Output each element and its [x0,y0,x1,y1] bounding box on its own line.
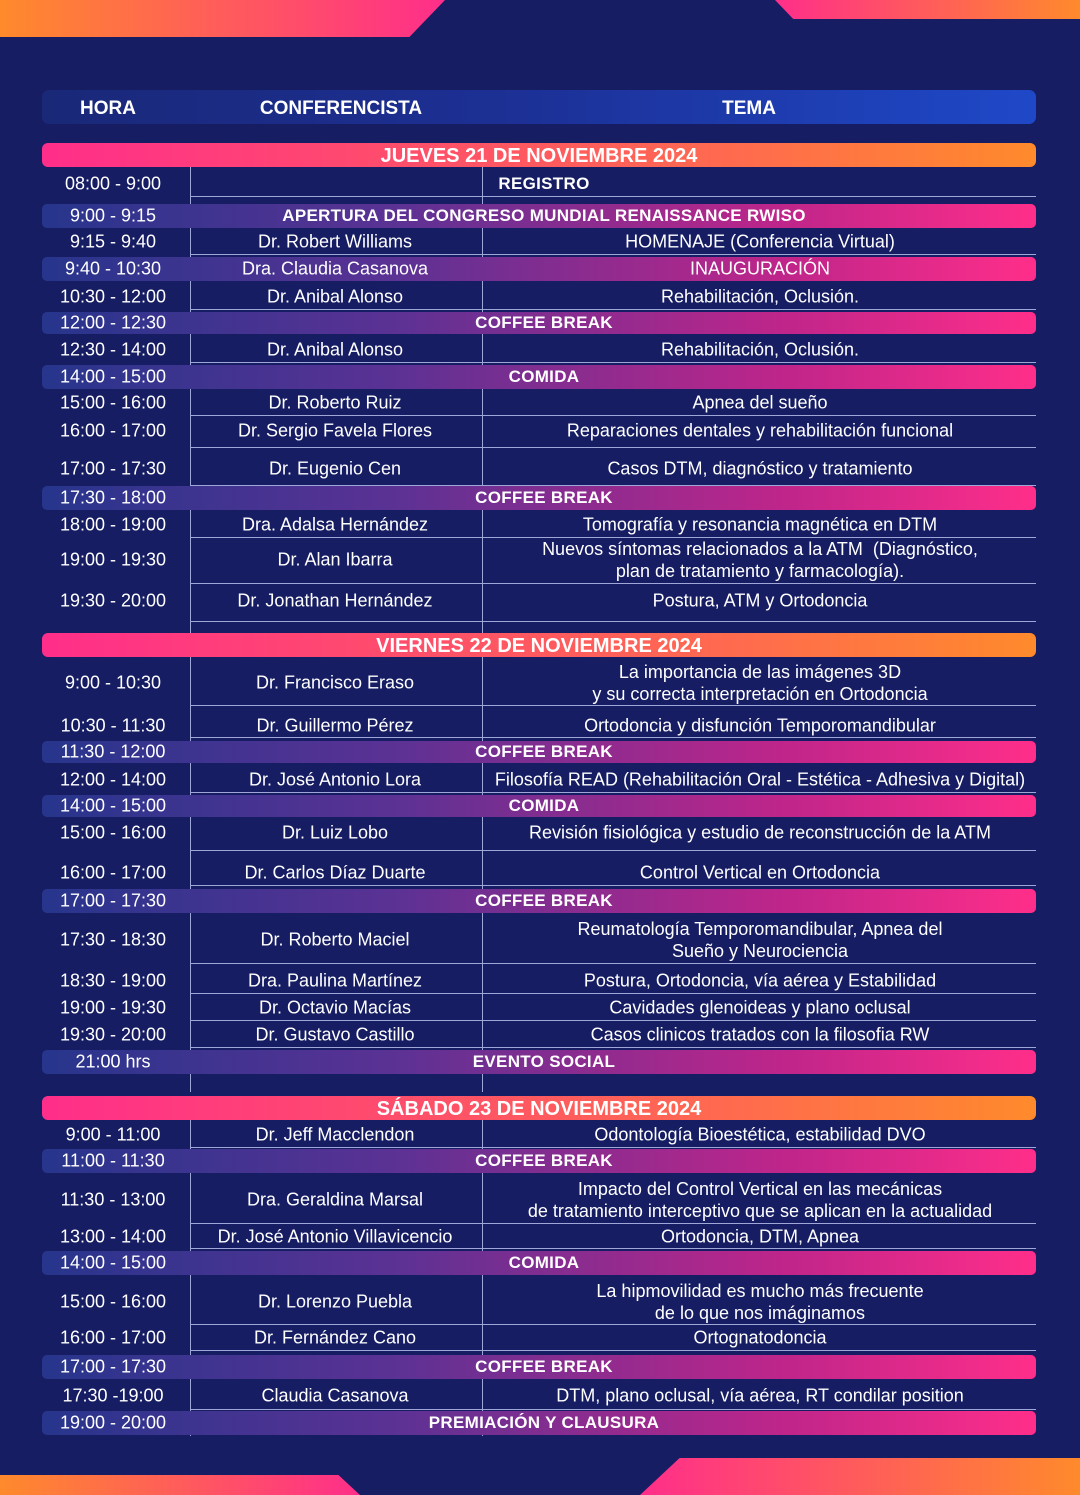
time-cell: 08:00 - 9:00 [64,173,162,194]
time-cell: 19:30 - 20:00 [59,1024,167,1045]
speaker-cell: Dr. Jeff Macclendon [255,1124,415,1145]
topic-cell: INAUGURACIÓN [689,258,831,279]
session-label: COFFEE BREAK [475,891,613,910]
bottom-left-accent [0,1475,360,1495]
speaker-cell: Dr. Guillermo Pérez [256,715,414,736]
time-cell: 17:00 - 17:30 [59,1356,167,1377]
time-cell: 13:00 - 14:00 [59,1226,167,1247]
time-cell: 12:00 - 14:00 [59,769,167,790]
topic-cell: Apnea del sueño [692,392,828,413]
time-cell: 17:30 -19:00 [62,1385,164,1406]
time-cell: 15:00 - 16:00 [59,822,167,843]
row-divider [190,963,1036,964]
time-cell: 11:30 - 13:00 [60,1189,166,1210]
session-label: COFFEE BREAK [475,313,613,332]
time-cell: 9:00 - 11:00 [65,1124,161,1145]
speaker-cell: Dr. José Antonio Lora [248,769,422,790]
speaker-cell: Dra. Paulina Martínez [247,970,423,991]
row-divider [190,993,1036,994]
session-label: APERTURA DEL CONGRESO MUNDIAL RENAISSANCE RWISO [282,206,806,225]
time-cell: 14:00 - 15:00 [59,795,167,816]
topic-cell: La importancia de las imágenes 3D y su correcta interpretación en Ortodoncia [592,662,928,704]
topic-cell: Reparaciones dentales y rehabilitación funcional [566,420,954,441]
session-label: COMIDA [508,367,580,386]
day-heading: VIERNES 22 DE NOVIEMBRE 2024 [42,633,1036,657]
topic-cell: Control Vertical en Ortodoncia [639,862,881,883]
speaker-cell: Dra. Claudia Casanova [241,258,429,279]
speaker-cell: Dr. Lorenzo Puebla [257,1291,413,1312]
speaker-cell: Dr. Gustavo Castillo [255,1024,415,1045]
time-cell: 19:00 - 19:30 [59,549,167,570]
row-divider [190,792,1036,793]
time-cell: 9:15 - 9:40 [69,231,157,252]
topic-cell: Revisión fisiológica y estudio de reconstrucción de la ATM [529,822,991,843]
time-cell: 12:30 - 14:00 [59,339,167,360]
time-cell: 18:00 - 19:00 [59,514,167,535]
header-tema: TEMA [722,98,776,119]
row-divider [190,583,1036,584]
speaker-cell: Dra. Adalsa Hernández [241,514,429,535]
topic-cell: Impacto del Control Vertical en las mecánicas de tratamiento interceptivo que se aplican en la actualidad [527,1179,993,1221]
topic-cell: Postura, Ortodoncia, vía aérea y Estabilidad [583,970,937,991]
time-cell: 11:00 - 11:30 [61,1150,165,1171]
row-divider [190,254,1036,255]
time-cell: 12:00 - 12:30 [59,312,167,333]
topic-cell: Postura, ATM y Ortodoncia [652,590,868,611]
header-hora: HORA [80,98,136,119]
speaker-cell: Dr. José Antonio Villavicencio [217,1226,453,1247]
row-divider [190,850,1036,851]
day-heading: JUEVES 21 DE NOVIEMBRE 2024 [42,143,1036,167]
speaker-cell: Dr. Anibal Alonso [266,286,404,307]
time-cell: 14:00 - 15:00 [59,1252,167,1273]
row-divider [190,196,1036,197]
row-divider [190,621,1036,622]
topic-cell: Odontología Bioestética, estabilidad DVO [594,1124,926,1145]
session-label: COFFEE BREAK [475,742,613,761]
time-cell: 14:00 - 15:00 [59,366,167,387]
topic-cell: Casos DTM, diagnóstico y tratamiento [607,458,913,479]
topic-cell: Cavidades glenoideas y plano oclusal [609,997,911,1018]
session-label: EVENTO SOCIAL [472,1052,616,1071]
topic-cell: Nuevos síntomas relacionados a la ATM (Diagnóstico, plan de tratamiento y farmacología). [542,539,978,581]
topic-cell: DTM, plano oclusal, vía aérea, RT condilar position [556,1385,964,1406]
speaker-cell: Dr. Anibal Alonso [266,339,404,360]
time-cell: 15:00 - 16:00 [59,392,167,413]
topic-cell: Tomografía y resonancia magnética en DTM [582,514,938,535]
speaker-cell: Dr. Alan Ibarra [277,549,393,570]
time-cell: 18:30 - 19:00 [59,970,167,991]
column-divider [482,167,483,633]
session-label: COFFEE BREAK [475,1357,613,1376]
row-divider [190,362,1036,363]
time-cell: 19:00 - 20:00 [59,1412,167,1433]
time-cell: 10:30 - 12:00 [59,286,167,307]
session-label: REGISTRO [498,174,590,193]
speaker-cell: Dr. Sergio Favela Flores [237,420,433,441]
row-divider [190,705,1036,706]
time-cell: 17:30 - 18:00 [59,487,167,508]
column-divider [190,167,191,633]
time-cell: 10:30 - 11:30 [60,715,166,736]
session-label: COMIDA [508,1253,580,1272]
topic-cell: Ortodoncia, DTM, Apnea [660,1226,860,1247]
speaker-cell: Dr. Francisco Eraso [255,672,415,693]
time-cell: 11:30 - 12:00 [60,741,166,762]
time-cell: 16:00 - 17:00 [59,862,167,883]
time-cell: 9:00 - 10:30 [64,672,162,693]
speaker-cell: Dr. Carlos Díaz Duarte [244,862,426,883]
row-divider [190,309,1036,310]
topic-cell: La hipmovilidad es mucho más frecuente de lo que nos imáginamos [596,1281,924,1323]
top-right-accent [775,0,1080,19]
speaker-cell: Dr. Eugenio Cen [268,458,402,479]
speaker-cell: Dr. Luiz Lobo [281,822,389,843]
topic-cell: Rehabilitación, Oclusión. [660,339,860,360]
time-cell: 16:00 - 17:00 [59,420,167,441]
row-divider [190,1350,1036,1351]
topic-cell: Reumatología Temporomandibular, Apnea del Sueño y Neurociencia [577,919,943,961]
header-conferencista: CONFERENCISTA [259,98,423,119]
time-cell: 17:30 - 18:30 [59,929,167,950]
bottom-right-accent [640,1458,1080,1495]
table-header [42,90,1036,124]
topic-cell: Rehabilitación, Oclusión. [660,286,860,307]
row-divider [190,1047,1036,1048]
row-divider [190,1248,1036,1249]
row-divider [190,1020,1036,1021]
speaker-cell: Dra. Geraldina Marsal [246,1189,424,1210]
session-label: COFFEE BREAK [475,1151,613,1170]
time-cell: 17:00 - 17:30 [59,890,167,911]
row-divider [190,737,1036,738]
time-cell: 17:00 - 17:30 [59,458,167,479]
topic-cell: HOMENAJE (Conferencia Virtual) [625,231,895,252]
break-band [42,257,1036,281]
time-cell: 9:00 - 9:15 [69,205,157,226]
speaker-cell: Dr. Octavio Macías [258,997,412,1018]
row-divider [190,885,1036,886]
session-label: COMIDA [508,796,580,815]
row-divider [190,447,1036,448]
topic-cell: Filosofía READ (Rehabilitación Oral - Estética - Adhesiva y Digital) [494,769,1026,790]
speaker-cell: Dr. Jonathan Hernández [237,590,433,611]
speaker-cell: Dr. Fernández Cano [253,1327,417,1348]
topic-cell: Ortodoncia y disfunción Temporomandibular [584,715,936,736]
column-divider [482,657,483,1092]
speaker-cell: Dr. Roberto Maciel [260,929,410,950]
time-cell: 9:40 - 10:30 [64,258,162,279]
time-cell: 16:00 - 17:00 [59,1327,167,1348]
topic-cell: Casos clinicos tratados con la filosofia RW [590,1024,930,1045]
time-cell: 21:00 hrs [75,1051,151,1072]
row-divider [190,1324,1036,1325]
row-divider [190,415,1036,416]
row-divider [190,1223,1036,1224]
top-left-accent [0,0,445,37]
speaker-cell: Dr. Robert Williams [257,231,413,252]
speaker-cell: Dr. Roberto Ruiz [268,392,402,413]
speaker-cell: Claudia Casanova [261,1385,409,1406]
topic-cell: Ortognatodoncia [693,1327,827,1348]
row-divider [190,1409,1036,1410]
day-heading: SÁBADO 23 DE NOVIEMBRE 2024 [42,1096,1036,1120]
time-cell: 19:30 - 20:00 [59,590,167,611]
time-cell: 15:00 - 16:00 [59,1291,167,1312]
time-cell: 19:00 - 19:30 [59,997,167,1018]
session-label: PREMIACIÓN Y CLAUSURA [428,1413,660,1432]
session-label: COFFEE BREAK [475,488,613,507]
column-divider [190,657,191,1092]
row-divider [190,1147,1036,1148]
